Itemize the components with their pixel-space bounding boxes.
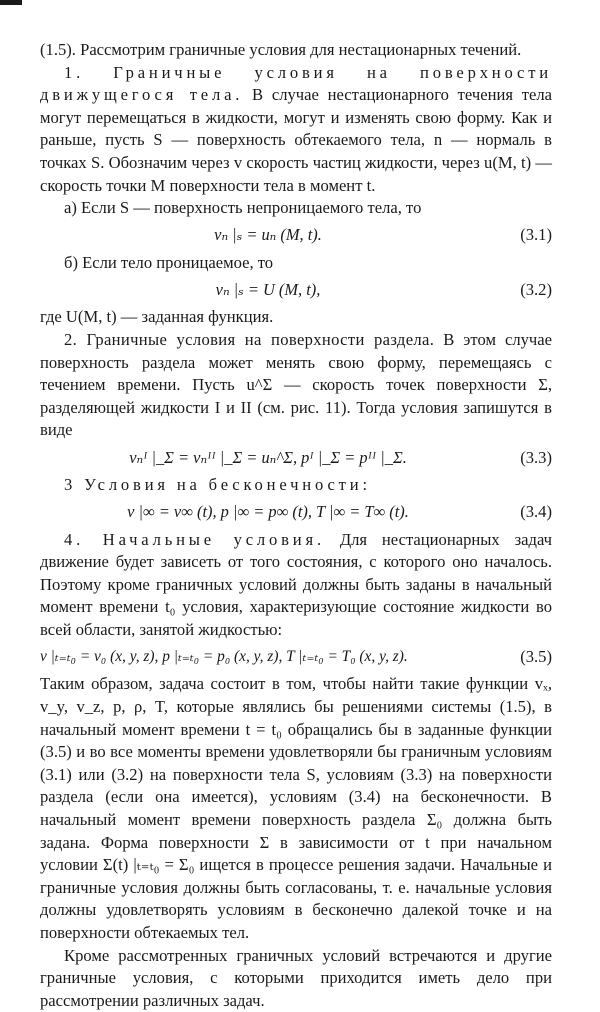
section-2-heading: 2. Граничные условия на поверхности раздела.	[64, 329, 435, 349]
equation-3-1-number: (3.1)	[520, 225, 552, 245]
section-1	[40, 62, 552, 198]
equation-3-2-number: (3.2)	[520, 280, 552, 300]
section-4	[40, 529, 552, 642]
paragraph-intro: (1.5). Рассмотрим граничные условия для нестационарных течений.	[40, 40, 522, 59]
equation-3-1	[40, 221, 552, 251]
section-4-heading: 4. Начальные условия.	[64, 529, 325, 549]
equation-3-3-body: vₙᴵ |_Σ = vₙᴵᴵ |_Σ = uₙ^Σ, pᴵ |_Σ = pᴵᴵ |_Σ.	[129, 447, 407, 467]
section-1-text: В случае нестационарного течения тела могут перемещаться в жидкости, могут и изменять свою форму. Как и раньше, пусть S — поверхность обтекаемого тела, n — нормаль в точках S. Обозначим через v скорость частиц жидкости, через u(M, t) — скорость точки M поверхности тела в момент t.	[40, 85, 553, 195]
equation-3-4-body: v |∞ = v∞ (t), p |∞ = p∞ (t), T |∞ = T∞ (t).	[127, 502, 409, 522]
equation-3-4-number: (3.4)	[520, 502, 552, 522]
case-a: а) Если S — поверхность непроницаемого тела, то	[64, 198, 422, 218]
section-2-text: В этом случае поверхность раздела может менять свою форму, перемещаясь с течением времени. Пусть u^Σ — скорость точек поверхности Σ, разделяющей жидкости I и II (см. рис. 11). Тогда условия запишутся в виде	[40, 329, 552, 440]
corner-mark	[0, 0, 22, 5]
equation-3-3	[40, 443, 552, 473]
equation-3-3-number: (3.3)	[520, 447, 552, 467]
equation-3-2-body: vₙ |ₛ = U (M, t),	[215, 280, 321, 300]
equation-3-5	[40, 642, 552, 672]
equation-3-5-body: v |ₜ₌ₜ₀ = v₀ (x, y, z), p |ₜ₌ₜ₀ = p₀ (x, y, z), T |ₜ₌ₜ₀ = T₀ (x, y, z).	[40, 648, 408, 666]
section-2	[40, 329, 552, 442]
case-b: б) Если тело проницаемое, то	[64, 252, 274, 272]
summary-paragraph: Таким образом, задача состоит в том, чтобы найти такие функции vₓ, v_y, v_z, p, ρ, T, которые являлись бы решениями системы (1.5), в начальный момент времени t = t₀ обращались бы в заданные функции (3.5) и во все моменты времени удовлетворяли бы граничным условиям (3.1) или (3.2) на поверхности тела S, условиям (3.3) на поверхности раздела (если она имеется), условиям (3.4) на бесконечности. В начальный момент времени поверхность раздела Σ₀ должна быть задана. Форма поверхности Σ в зависимости от t при начальном условии Σ(t) |ₜ₌ₜ₀ = Σ₀ ищется в процессе решения задачи. Начальные и граничные условия должны быть согласованы, т. е. начальные условия должны удовлетворять условиям в бесконечно далекой точке и на поверхности обтекаемых тел.	[40, 674, 552, 942]
equation-3-1-body: vₙ |ₛ = uₙ (M, t).	[214, 225, 322, 245]
equation-3-5-number: (3.5)	[520, 647, 552, 667]
closing-paragraph: Кроме рассмотренных граничных условий встречаются и другие граничные условия, с которыми приходится иметь дело при рассмотрении различных задач.	[40, 945, 552, 1010]
section-3	[40, 474, 552, 497]
equation-3-4	[40, 498, 552, 528]
document-page	[40, 39, 552, 1012]
section-3-heading: 3 Условия на бесконечности:	[64, 474, 371, 494]
section-1-heading: 1. Граничные условия на поверхности движущегося тела.	[40, 62, 552, 105]
equation-3-2	[40, 275, 552, 305]
after-equation-3-2: где U(M, t) — заданная функция.	[40, 307, 274, 327]
section-4-text: Для нестационарных задач движение будет зависеть от того состояния, с которого оно началось. Поэтому кроме граничных условий должны быть заданы в начальный момент времени t₀ условия, характеризующие состояние жидкости во всей области, занятой жидкостью:	[40, 529, 552, 639]
